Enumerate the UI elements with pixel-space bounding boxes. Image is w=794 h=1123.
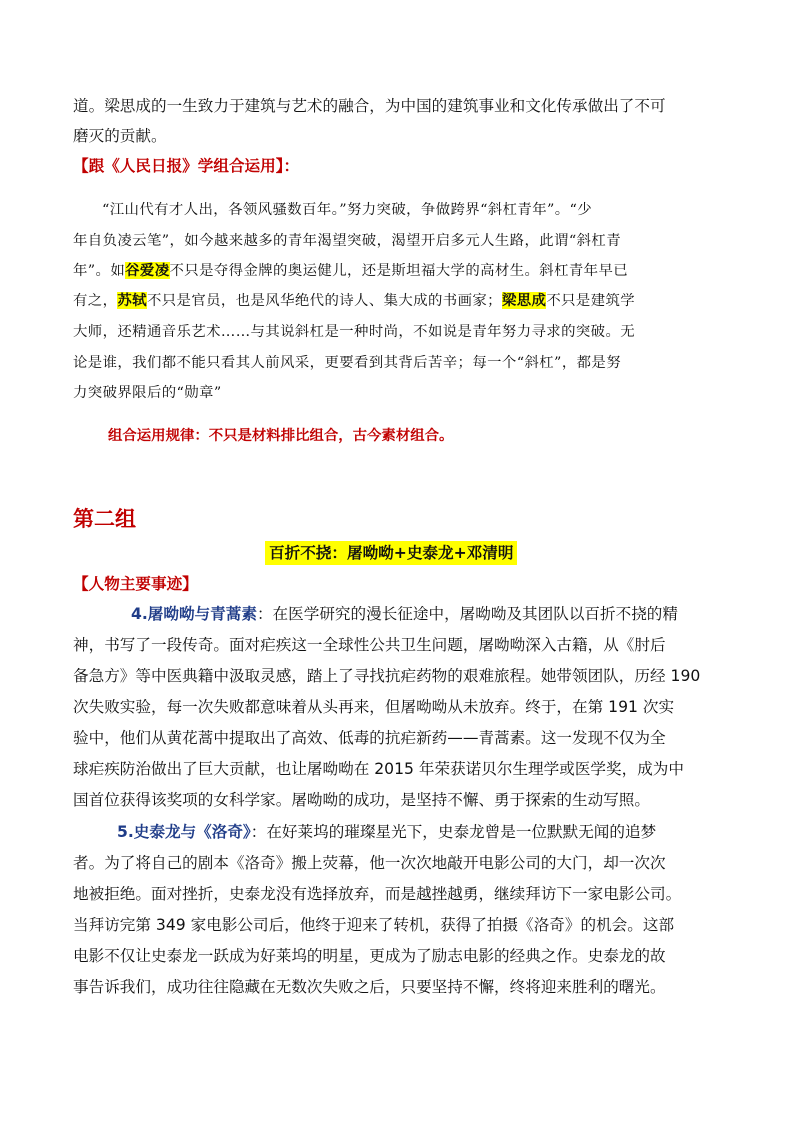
quote-text: 不只是官员，也是风华绝代的诗人、集大成的书画家； xyxy=(146,293,502,309)
p5-text: ：在好莱坞的璀璨星光下，史泰龙曾是一位默默无闻的追梦 xyxy=(250,823,657,841)
quote-line-3 xyxy=(73,260,628,282)
p5-line-6: 事告诉我们，成功往往隐藏在无数次失败之后，只要坚持不懈，终将迎来胜利的曙光。 xyxy=(73,978,666,996)
quote-line-5: 大师，还精通音乐艺术……与其说斜杠是一种时尚，不如说是青年努力寻求的突破。无 xyxy=(73,324,636,340)
p4-line-1 xyxy=(131,603,678,625)
main-events-heading: 【人物主要事迹】 xyxy=(73,575,198,593)
rule-text: 组合运用规律：不只是材料排比组合，古今素材组合。 xyxy=(108,427,454,444)
quote-text: 不只是夺得金牌的奥运健儿，还是斯坦福大学的高材生。斜杠青年早已 xyxy=(169,263,629,279)
quote-line-2: 年自负凌云笔”，如今越来越多的青年渴望突破，渴望开启多元人生路，此谓“斜杠青 xyxy=(73,233,621,249)
p5-line-5: 电影不仅让史泰龙一跃成为好莱坞的明星，更成为了励志电影的经典之作。史泰龙的故 xyxy=(73,947,666,965)
p4-text: ：在医学研究的漫长征途中，屠呦呦及其团队以百折不挠的精 xyxy=(256,605,678,623)
p5-line-2: 者。为了将自己的剧本《洛奇》搬上荧幕，他一次次地敲开电影公司的大门，却一次次 xyxy=(73,854,666,872)
quote-line-7: 力突破界限后的“勋章” xyxy=(73,385,222,401)
p5-line-1 xyxy=(117,821,656,843)
p5-label: 5.史泰龙与《洛奇》 xyxy=(117,823,251,841)
highlight-name: 谷爱凌 xyxy=(125,262,170,279)
quote-line-6: 论是谁，我们都不能只看其人前风采，更要看到其背后苦辛；每一个“斜杠”，都是努 xyxy=(73,355,621,371)
p4-line-3: 备急方》等中医典籍中汲取灵感，踏上了寻找抗疟药物的艰难旅程。她带领团队，历经 190 xyxy=(73,667,701,685)
section-title: 第二组 xyxy=(73,507,136,531)
p4-line-2: 神，书写了一段传奇。面对疟疾这一全球性公共卫生问题，屠呦呦深入古籍，从《肘后 xyxy=(73,636,666,654)
p5-line-4: 当拜访完第 349 家电影公司后，他终于迎来了转机，获得了拍摄《洛奇》的机会。这部 xyxy=(73,916,675,934)
learn-heading: 【跟《人民日报》学组合运用】： xyxy=(73,157,300,175)
intro-line-1: 道。梁思成的一生致力于建筑与艺术的融合，为中国的建筑事业和文化传承做出了不可 xyxy=(73,97,666,115)
p4-line-4: 次失败实验，每一次失败都意味着从头再来，但屠呦呦从未放弃。终于，在第 191 次实 xyxy=(73,698,675,716)
highlight-name: 苏轼 xyxy=(117,292,147,309)
quote-text: 年”。如 xyxy=(73,263,126,279)
quote-text: 不只是建筑学 xyxy=(546,293,636,309)
quote-line-4 xyxy=(73,290,635,312)
p4-line-7: 国首位获得该奖项的女科学家。屠呦呦的成功，是坚持不懈、勇于探索的生动写照。 xyxy=(73,791,650,809)
p4-line-6: 球疟疾防治做出了巨大贡献，也让屠呦呦在 2015 年荣获诺贝尔生理学或医学奖，成为中 xyxy=(73,760,684,778)
quote-line-1: “江山代有才人出，各领风骚数百年。”努力突破，争做跨界“斜杠青年”。“少 xyxy=(102,202,593,218)
p5-line-3: 地被拒绝。面对挫折，史泰龙没有选择放弃，而是越挫越勇，继续拜访下一家电影公司。 xyxy=(73,885,682,903)
p4-label: 4.屠呦呦与青蒿素 xyxy=(131,605,257,623)
p4-line-5: 验中，他们从黄花蒿中提取出了高效、低毒的抗疟新药——青蒿素。这一发现不仅为全 xyxy=(73,729,666,747)
highlight-name: 梁思成 xyxy=(501,292,547,309)
topic-banner: 百折不挠：屠呦呦+史泰龙+邓清明 xyxy=(265,541,517,565)
quote-text: 有之， xyxy=(73,293,118,309)
intro-line-2: 磨灭的贡献。 xyxy=(73,127,167,145)
